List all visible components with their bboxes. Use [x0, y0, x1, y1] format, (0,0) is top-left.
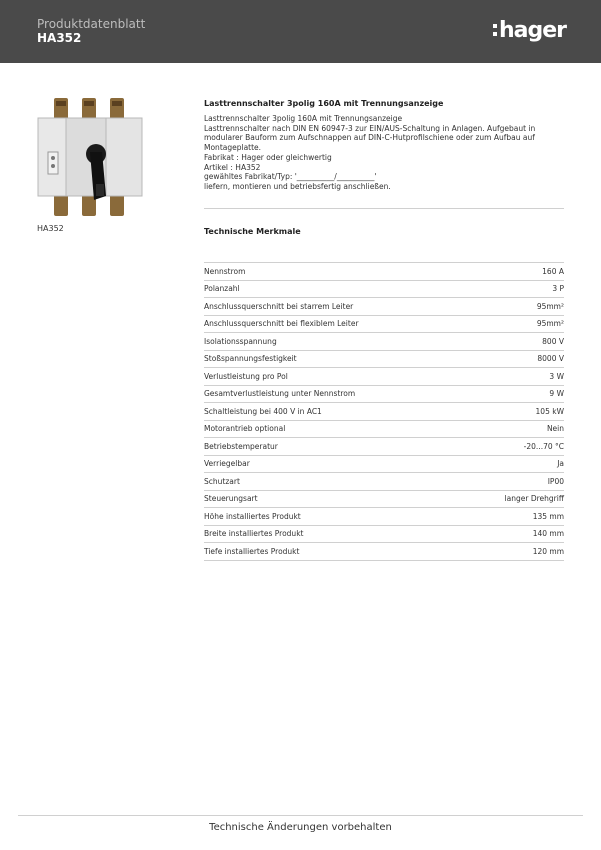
product-image: [34, 96, 146, 218]
spec-label: Breite installiertes Produkt: [204, 529, 304, 539]
spec-value: 105 kW: [535, 406, 564, 416]
spec-value: Nein: [546, 424, 564, 434]
description-line: gewähltes Fabrikat/Typ: '__________/__________': [204, 172, 377, 182]
spec-row: [204, 526, 564, 544]
spec-label: Polanzahl: [204, 284, 240, 294]
specs-table: [204, 262, 564, 561]
spec-value: 9 W: [549, 389, 564, 399]
spec-value: 135 mm: [532, 511, 564, 521]
spec-label: Betriebstemperatur: [204, 441, 278, 451]
spec-value: 120 mm: [532, 546, 564, 556]
spec-row: [204, 351, 564, 369]
spec-label: Motorantrieb optional: [204, 424, 286, 434]
spec-row: [204, 473, 564, 491]
spec-value: langer Drehgriff: [504, 494, 564, 504]
description-line: Montageplatte.: [204, 143, 262, 153]
spec-row: [204, 281, 564, 299]
spec-label: Isolationsspannung: [204, 336, 277, 346]
footer-divider: [18, 815, 583, 816]
spec-value: 800 V: [542, 336, 564, 346]
document-type: Produktdatenblatt: [37, 17, 146, 31]
logo-colon-icon: [493, 22, 497, 38]
spec-row: [204, 456, 564, 474]
description-line: Lasttrennschalter 3polig 160A mit Trennungsanzeige: [204, 114, 403, 123]
spec-label: Anschlussquerschnitt bei flexiblem Leiter: [204, 319, 359, 329]
footer-note: Technische Änderungen vorbehalten: [209, 822, 392, 833]
product-code: HA352: [37, 31, 82, 45]
spec-row: [204, 368, 564, 386]
spec-value: 3 P: [552, 284, 564, 294]
spec-row: [204, 438, 564, 456]
spec-value: 140 mm: [532, 529, 564, 539]
spec-row: [204, 508, 564, 526]
spec-row: [204, 333, 564, 351]
spec-row: [204, 316, 564, 334]
spec-label: Steuerungsart: [204, 494, 258, 504]
spec-label: Tiefe installiertes Produkt: [204, 546, 300, 556]
spec-label: Schaltleistung bei 400 V in AC1: [204, 406, 322, 416]
spec-row: [204, 386, 564, 404]
header-bar: [0, 0, 601, 63]
description-line: liefern, montieren und betriebsfertig anschließen.: [204, 181, 391, 191]
spec-value: Ja: [557, 459, 564, 469]
spec-row: [204, 491, 564, 509]
spec-label: Verriegelbar: [204, 459, 250, 469]
spec-row: [204, 298, 564, 316]
description-line: modularer Bauform zum Aufschnappen auf DIN-C-Hutprofilschiene oder zum Aufbau auf: [204, 133, 535, 143]
spec-label: Verlustleistung pro Pol: [204, 371, 288, 381]
spec-label: Stoßspannungsfestigkeit: [204, 354, 297, 364]
product-title: Lasttrennschalter 3polig 160A mit Trennungsanzeige: [204, 99, 444, 108]
spec-value: 8000 V: [537, 354, 564, 364]
logo-text: hager: [499, 17, 567, 43]
product-description: [204, 114, 564, 192]
specs-section-title: Technische Merkmale: [204, 227, 301, 236]
spec-label: Anschlussquerschnitt bei starrem Leiter: [204, 301, 354, 311]
spec-label: Nennstrom: [204, 266, 246, 276]
spec-value: IP00: [547, 476, 564, 486]
description-line: Artikel : HA352: [204, 162, 261, 172]
spec-value: 95mm²: [536, 301, 564, 311]
spec-value: 95mm²: [536, 319, 564, 329]
spec-value: 3 W: [549, 371, 564, 381]
spec-label: Gesamtverlustleistung unter Nennstrom: [204, 389, 356, 399]
spec-value: 160 A: [542, 266, 564, 276]
spec-row: [204, 403, 564, 421]
product-image-caption: HA352: [37, 224, 64, 233]
spec-label: Schutzart: [204, 476, 240, 486]
spec-value: -20...70 °C: [523, 441, 564, 451]
spec-label: Höhe installiertes Produkt: [204, 511, 301, 521]
spec-row: [204, 421, 564, 439]
description-line: Lasttrennschalter nach DIN EN 60947-3 zur EIN/AUS-Schaltung in Anlagen. Aufgebaut in: [204, 123, 536, 133]
section-divider: [204, 208, 564, 209]
description-line: Fabrikat : Hager oder gleichwertig: [204, 152, 332, 162]
hager-logo: [493, 16, 566, 44]
spec-row: [204, 263, 564, 281]
spec-row: [204, 543, 564, 561]
